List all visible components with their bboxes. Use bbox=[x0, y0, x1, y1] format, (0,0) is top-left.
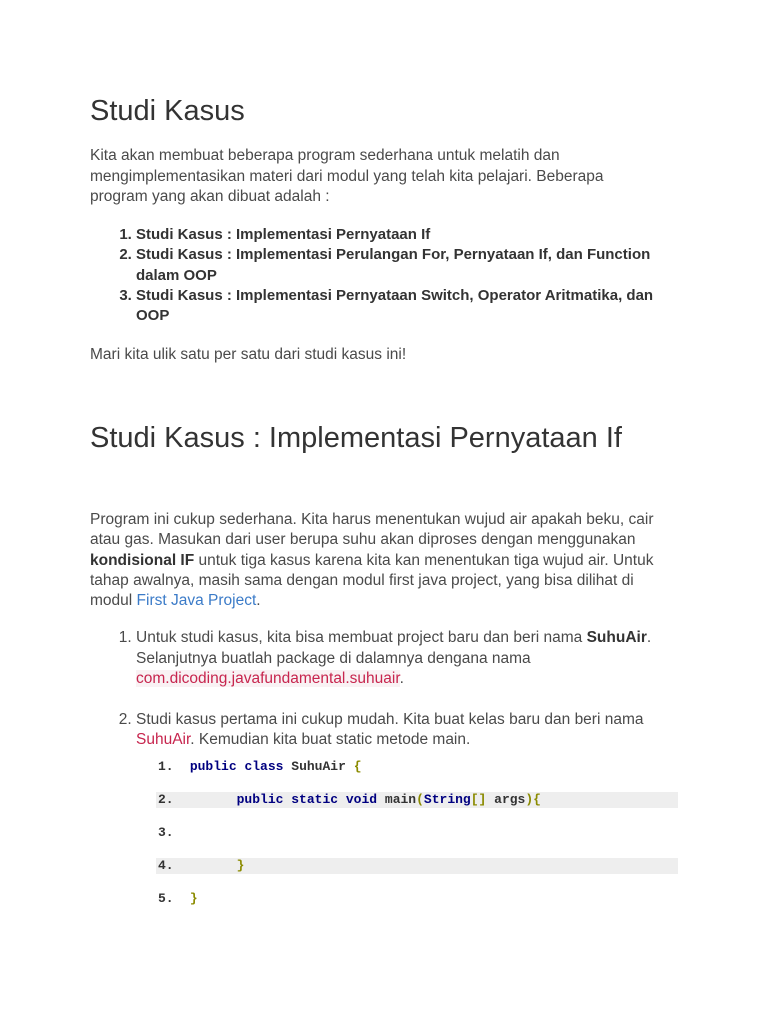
code-token: String bbox=[423, 792, 471, 807]
line-number: 1. bbox=[158, 759, 174, 774]
code-token bbox=[346, 759, 354, 774]
code-line bbox=[156, 759, 678, 792]
code-token: class bbox=[244, 759, 284, 774]
code-token: main bbox=[384, 792, 417, 807]
package-name-code: com.dicoding.javafundamental.suhuair bbox=[136, 670, 400, 687]
code-token: { bbox=[353, 759, 362, 774]
code-line-content bbox=[156, 759, 678, 775]
code-token: public bbox=[236, 792, 284, 807]
line-number: 4. bbox=[158, 858, 174, 873]
code-line-content bbox=[156, 792, 678, 808]
code-token: SuhuAir bbox=[291, 759, 346, 774]
code-line bbox=[156, 825, 678, 858]
code-line-content bbox=[156, 891, 678, 907]
outro-paragraph: Mari kita ulik satu per satu dari studi kasus ini! bbox=[90, 346, 407, 363]
list-item: 1. Studi Kasus : Implementasi Pernyataan If bbox=[136, 225, 656, 245]
code-block bbox=[156, 759, 678, 924]
section-title-studi-kasus: Studi Kasus bbox=[90, 95, 245, 127]
code-token: } bbox=[189, 891, 198, 906]
bold-term: kondisional IF bbox=[90, 551, 195, 569]
step-text: Untuk studi kasus, kita bisa membuat project baru dan beri nama bbox=[136, 629, 587, 646]
code-token: [] bbox=[470, 792, 487, 807]
list-item: 3. Studi Kasus : Implementasi Pernyataan Switch, Operator Aritmatika, dan OOP bbox=[136, 286, 656, 327]
code-indent bbox=[182, 825, 190, 840]
first-java-project-link[interactable]: First Java Project bbox=[136, 592, 257, 610]
program-paragraph bbox=[90, 510, 670, 611]
line-number: 2. bbox=[158, 792, 174, 807]
code-line bbox=[156, 891, 678, 924]
code-token bbox=[377, 792, 385, 807]
code-indent bbox=[182, 759, 190, 774]
steps-list bbox=[90, 628, 656, 771]
code-indent bbox=[182, 858, 237, 873]
paragraph-text: . bbox=[256, 592, 261, 610]
list-item bbox=[136, 710, 656, 751]
code-indent bbox=[182, 792, 237, 807]
paragraph-text: Program ini cukup sederhana. Kita harus menentukan wujud air apakah beku, cair atau gas. Masukan dari user berupa suhu akan diproses dengan menggunakan bbox=[90, 511, 654, 549]
list-item bbox=[136, 628, 656, 690]
code-token: public bbox=[189, 759, 237, 774]
code-token: args bbox=[494, 792, 526, 807]
line-number: 5. bbox=[158, 891, 174, 906]
topics-list bbox=[90, 225, 656, 326]
intro-paragraph: Kita akan membuat beberapa program sederhana untuk melatih dan mengimplementasikan materi dari modul yang telah kita pelajari. Beberapa program yang akan dibuat adalah : bbox=[90, 147, 604, 205]
class-name-code: SuhuAir bbox=[136, 731, 191, 748]
step-text: Studi kasus pertama ini cukup mudah. Kita buat kelas baru dan beri nama bbox=[136, 710, 644, 728]
code-token: ( bbox=[416, 792, 424, 807]
code-indent bbox=[182, 891, 190, 906]
code-token: static bbox=[291, 792, 339, 807]
code-line-content bbox=[156, 858, 678, 874]
code-token: void bbox=[345, 792, 378, 807]
code-line bbox=[156, 858, 678, 891]
step-text: . Kemudian kita buat static metode main. bbox=[190, 731, 471, 748]
code-token bbox=[338, 792, 346, 807]
code-token: } bbox=[236, 858, 245, 873]
code-token: ){ bbox=[525, 792, 541, 807]
code-token bbox=[486, 792, 494, 807]
section-title-implementasi-if: Studi Kasus : Implementasi Pernyataan If bbox=[90, 422, 622, 454]
project-name: SuhuAir bbox=[586, 629, 647, 646]
code-line bbox=[156, 792, 678, 825]
line-number: 3. bbox=[158, 825, 174, 840]
step-text: . bbox=[399, 670, 404, 687]
step-text: . Selanjutnya buatlah package di dalamnya dengana nama bbox=[136, 629, 652, 667]
list-item: 2. Studi Kasus : Implementasi Perulangan For, Pernyataan If, dan Function dalam OOP bbox=[136, 245, 656, 286]
paragraph-text: untuk tiga kasus karena kita kan menentukan tiga wujud air. Untuk tahap awalnya, masih sama dengan modul first java project, yang bisa dilihat di modul bbox=[90, 551, 654, 610]
code-line-content bbox=[156, 825, 678, 841]
